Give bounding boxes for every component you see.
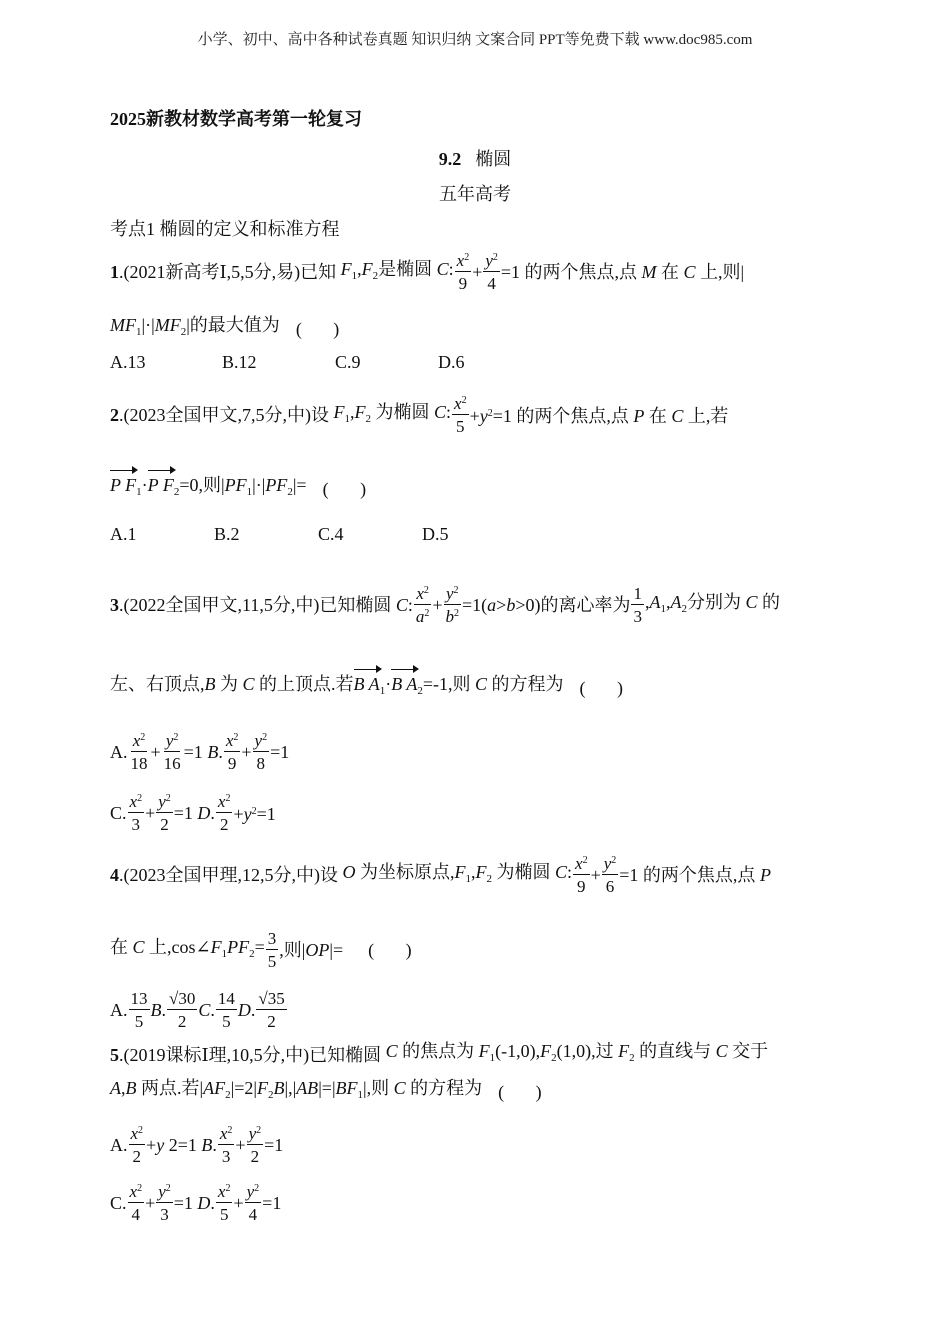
kaodian-heading: 考点1 椭圆的定义和标准方程 — [110, 219, 340, 239]
question-4: 4 .(2023全国甲理,12,5分,中)设 O 为坐标原点$,F_1,F_2$ 为椭圆 C: $\frac{x^2}{9}$ + $\frac{y^2}{6}$ =1 的两个焦点,点 P — [110, 854, 771, 896]
question-1-cont: $MF_1|\cdot|MF_2|$的最大值为 ( ) — [110, 315, 340, 339]
section-name: 椭圆 — [475, 149, 512, 169]
subtitle: 五年高考 — [439, 184, 511, 204]
question-number: 1 — [110, 262, 119, 282]
question-5-options-ab: A. $\frac{x^2}{2}$ +y 2=1 B. $\frac{x^2}{3}$ + $\frac{y^2}{2}$ =1 — [110, 1124, 284, 1166]
question-4-options: A. $\frac{13}{5}$ B. $\frac{√30}{2}$ C. $\frac{14}{5}$ D. $\frac{√35}{2}$ — [110, 989, 285, 1031]
option-b: B.2 — [214, 524, 240, 544]
question-3-cont: 左、右顶点,B 为 C 的上顶点.若B $A_1\cdot B$ $A_2=-1$,则 C 的方程为 ( ) — [110, 674, 624, 698]
question-3-options-ab: A. $\frac{x^2}{18}$ + $\frac{y^2}{16}$ =1 B. $\frac{x^2}{9}$ + $\frac{y^2}{8}$ =1 — [110, 731, 290, 773]
question-4-cont: 在 C 上$,\cos\angle F_1PF_2=$ $\frac{3}{5}$ ,则|OP|= ( ) — [110, 929, 412, 971]
question-5: 5 .(2019课标Ⅰ理,10,5分,中)已知椭圆 C 的焦点为 $F_1(-1,0),F_2(1,0)$,过 $F_2$ 的直线与 C 交于 — [110, 1041, 769, 1065]
question-1-options — [110, 351, 465, 373]
question-2: 2 .(2023全国甲文,7,5分,中)设 $F_1,F_2$ 为椭圆 C: $\frac{x^2}{5}$ $+y^2=1$ 的两个焦点,点 P 在 C 上,若 — [110, 394, 729, 436]
section-number: 9.2 — [438, 149, 462, 169]
question-source: .(2023全国甲理,12,5分,中)设 — [119, 865, 338, 885]
question-source: .(2023全国甲文,7,5分,中)设 — [119, 405, 329, 425]
option-d: D.6 — [438, 352, 465, 372]
option-b: B.12 — [222, 352, 257, 372]
question-2-cont: P $F_1\cdot P$ $F_2=0$,则$|PF_1|\cdot|PF_2|=$ ( ) — [110, 475, 367, 499]
question-number: 2 — [110, 405, 119, 425]
question-source: .(2021新高考Ⅰ,5,5分,易)已知 — [119, 262, 337, 282]
question-source: .(2019课标Ⅰ理,10,5分,中)已知椭圆 — [119, 1044, 382, 1065]
question-number: 5 — [110, 1044, 119, 1065]
question-number: 3 — [110, 595, 119, 615]
question-number: 4 — [110, 865, 119, 885]
option-c: C.4 — [318, 524, 344, 544]
section-title — [0, 145, 950, 171]
question-5-cont: A,B 两点.若$|AF_2|=2|F_2B|,|AB|=|BF_1|$,则 C 的方程为 ( ) — [110, 1078, 542, 1102]
option-c: C.9 — [335, 352, 361, 372]
question-1: 1 .(2021新高考Ⅰ,5,5分,易)已知 $F_1,F_2$是椭圆 C: $\frac{x^2}{9}$ + $\frac{y^2}{4}$ =1 的两个焦点,点 M 在 C 上,则| — [110, 251, 745, 293]
option-a: A.13 — [110, 352, 146, 372]
document-title: 2025新教材数学高考第一轮复习 — [110, 109, 362, 129]
option-a: A.1 — [110, 524, 137, 544]
question-3-options-cd: C. $\frac{x^2}{3}$ + $\frac{y^2}{2}$ =1 D. $\frac{x^2}{2}$ $+y^2=1$ — [110, 792, 276, 834]
question-3: 3 .(2022全国甲文,11,5分,中)已知椭圆 C: $\frac{x^2}{a^2}$ + $\frac{y^2}{b^2}$ =1(a>b>0)的离心率为 $\frac{1}{3}$ $,A_1,A_2$分别为 C 的 — [110, 584, 780, 626]
page-header: 小学、初中、高中各种试卷真题 知识归纳 文案合同 PPT等免费下载 www.doc985.com — [197, 32, 753, 48]
question-2-options — [110, 523, 449, 545]
option-d: D.5 — [422, 524, 449, 544]
question-source: .(2022全国甲文,11,5分,中)已知椭圆 — [119, 595, 392, 615]
question-5-options-cd: C. $\frac{x^2}{4}$ + $\frac{y^2}{3}$ =1 D. $\frac{x^2}{5}$ + $\frac{y^2}{4}$ =1 — [110, 1182, 282, 1224]
